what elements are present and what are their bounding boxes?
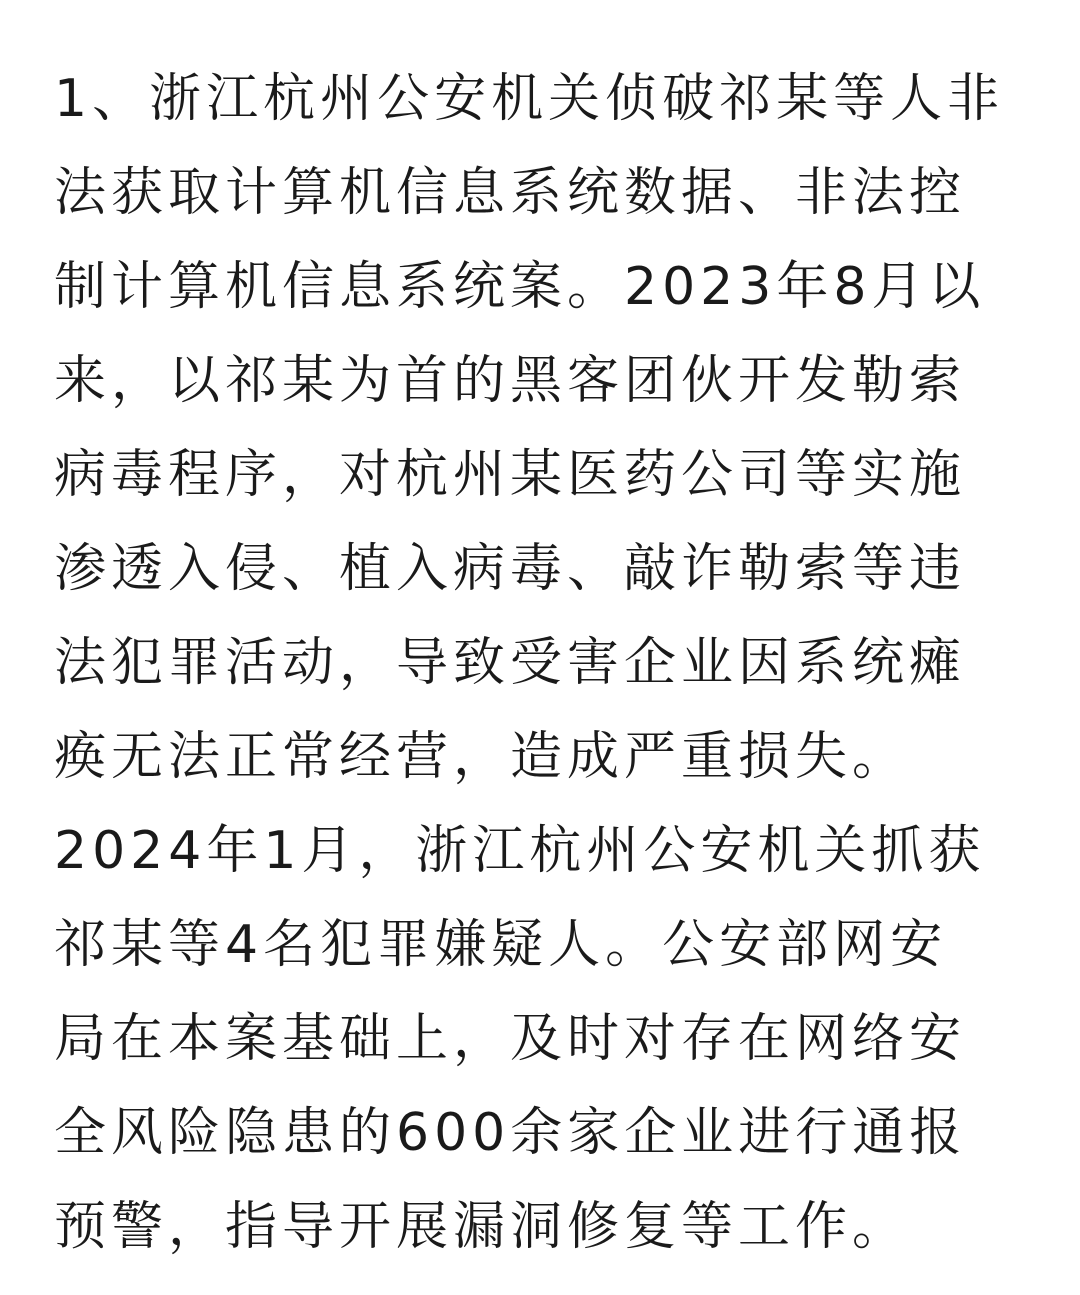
text-line-9: 2024年1月，浙江杭州公安机关抓获 — [54, 821, 986, 881]
text-line-10: 祁某等4名犯罪嫌疑人。公安部网安 — [54, 915, 948, 975]
text-line-2: 法获取计算机信息系统数据、非法控 — [54, 163, 967, 223]
text-line-6: 渗透入侵、植入病毒、敲诈勒索等违 — [54, 539, 967, 599]
text-line-8: 痪无法正常经营，造成严重损失。 — [54, 727, 910, 787]
text-line-4: 来，以祁某为首的黑客团伙开发勒索 — [54, 351, 967, 411]
text-line-1: 1、浙江杭州公安机关侦破祁某等人非 — [54, 69, 1005, 129]
text-line-5: 病毒程序，对杭州某医药公司等实施 — [54, 445, 967, 505]
text-line-3: 制计算机信息系统案。2023年8月以 — [54, 257, 986, 317]
article-body — [54, 52, 1029, 1274]
text-line-12: 全风险隐患的600余家企业进行通报 — [54, 1103, 967, 1163]
text-line-7: 法犯罪活动，导致受害企业因系统瘫 — [54, 633, 967, 693]
text-line-13: 预警，指导开展漏洞修复等工作。 — [54, 1197, 910, 1257]
text-line-11: 局在本案基础上，及时对存在网络安 — [54, 1009, 967, 1069]
